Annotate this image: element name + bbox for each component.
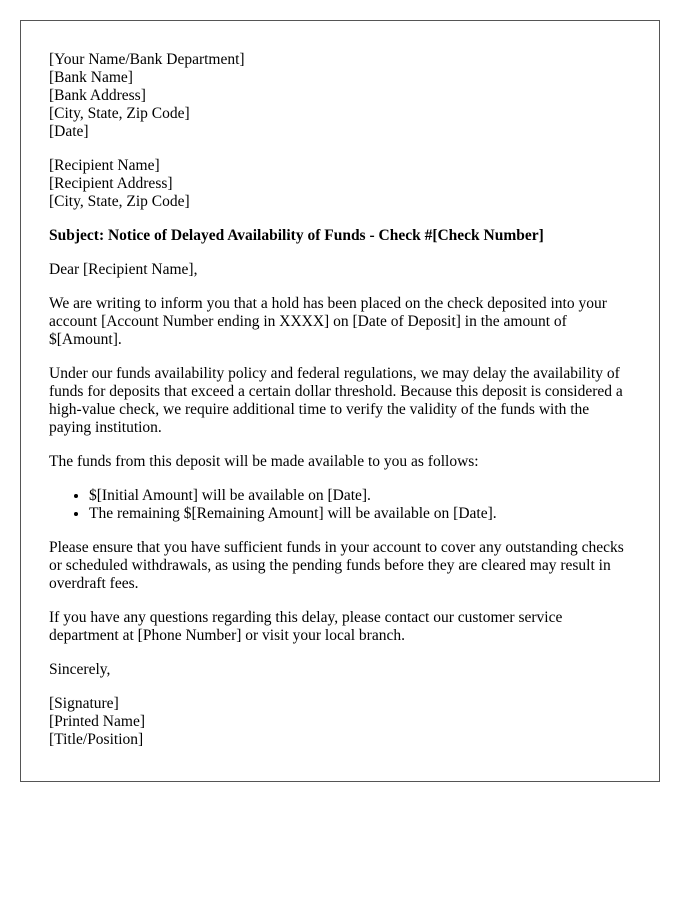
letter-document — [20, 20, 660, 782]
sender-block — [49, 51, 631, 141]
recipient-block — [49, 157, 631, 211]
sender-name: [Your Name/Bank Department] — [49, 51, 245, 68]
title-position: [Title/Position] — [49, 731, 144, 748]
sender-bank-address: [Bank Address] — [49, 87, 146, 104]
recipient-city-state-zip: [City, State, Zip Code] — [49, 193, 190, 210]
paragraph-contact: If you have any questions regarding this delay, please contact our customer service department at [Phone Number] or visit your local branch. — [49, 609, 563, 644]
sender-bank-name: [Bank Name] — [49, 69, 133, 86]
recipient-address: [Recipient Address] — [49, 175, 173, 192]
salutation: Dear [Recipient Name], — [49, 261, 198, 278]
valediction: Sincerely, — [49, 661, 111, 678]
signature-block — [49, 695, 631, 749]
paragraph-policy: Under our funds availability policy and federal regulations, we may delay the availability of funds for deposits that exceed a certain dollar threshold. Because this deposit is considered a high-value check, we require additional time to verify the validity of the funds with the paying institution. — [49, 365, 623, 436]
list-item: • $[Initial Amount] will be available on [Date]. — [89, 487, 631, 505]
sender-city-state-zip: [City, State, Zip Code] — [49, 105, 190, 122]
subject-line: Subject: Notice of Delayed Availability of Funds - Check #[Check Number] — [49, 227, 544, 244]
list-item: • The remaining $[Remaining Amount] will be available on [Date]. — [89, 505, 631, 523]
paragraph-intro: We are writing to inform you that a hold has been placed on the check deposited into your account [Account Number ending in XXXX] on [Date of Deposit] in the amount of $[Amount]. — [49, 295, 607, 348]
recipient-name: [Recipient Name] — [49, 157, 160, 174]
paragraph-schedule-intro: The funds from this deposit will be made available to you as follows: — [49, 453, 479, 470]
printed-name: [Printed Name] — [49, 713, 145, 730]
signature: [Signature] — [49, 695, 119, 712]
sender-date: [Date] — [49, 123, 89, 140]
paragraph-advice: Please ensure that you have sufficient funds in your account to cover any outstanding checks or scheduled withdrawals, as using the pending funds before they are cleared may result in overdraft fees. — [49, 539, 624, 592]
availability-schedule-list — [49, 487, 631, 523]
